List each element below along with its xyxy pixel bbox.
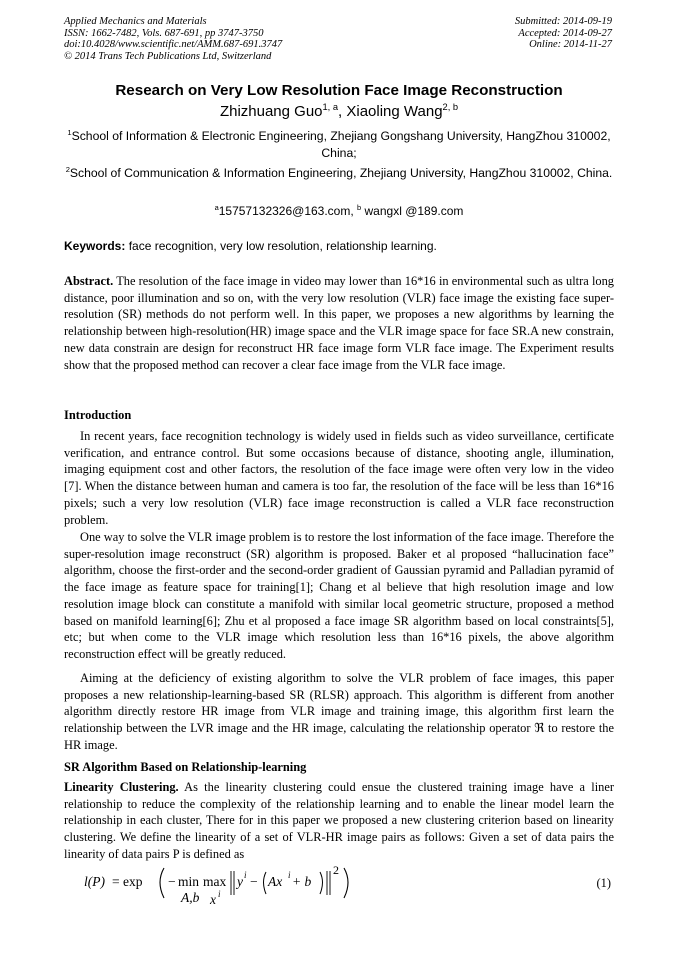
inner-left-paren (264, 872, 267, 894)
eq-min: min (178, 874, 200, 889)
intro-paragraph-3: Aiming at the deficiency of existing algorithm to solve the VLR problem of face images, this paper proposes a new relationship-learning-based SR (RLSR) approach. This algorithm is different from another algorithm directly restore HR image from VLR image and training image, this algorithm first learn the relationship between the LVR image and the HR image, calculating the relationship operator ℜ to restore the HR image. (64, 671, 614, 752)
author-emails (64, 204, 614, 218)
author-name: Xiaoling Wang (346, 103, 443, 120)
eq-minus2: − (250, 874, 258, 889)
paper-title: Research on Very Low Resolution Face Image Reconstruction (115, 82, 563, 99)
section-heading-sr-algorithm: SR Algorithm Based on Relationship-learning (64, 760, 307, 774)
submitted-date: Submitted: 2014-09-19 (514, 16, 612, 27)
affil-text: School of Information & Electronic Engineering, Zhejiang Gongshang University, HangZhou 310002, China; (71, 129, 611, 160)
inner-right-paren (320, 872, 323, 894)
eq-plus-b: + b (292, 874, 312, 889)
eq-y-sup: i (244, 870, 247, 880)
linearity-clustering-paragraph (64, 779, 614, 863)
eq-y: y (237, 874, 243, 889)
author-affil-marker: 2, b (442, 102, 459, 112)
equation-number: (1) (596, 876, 611, 890)
eq-max-sub-sup: i (218, 889, 221, 899)
journal-info (64, 16, 282, 62)
eq-min-sub: A,b (181, 890, 200, 905)
journal-doi: doi:10.4028/www.scientific.net/AMM.687-691.3747 (64, 39, 283, 51)
abstract-label: Abstract. (64, 274, 114, 288)
affiliation-1 (64, 128, 614, 161)
email-marker: b (357, 203, 362, 212)
online-date: Online: 2014-11-27 (529, 39, 612, 51)
equation-1 (64, 860, 614, 916)
section-heading-introduction: Introduction (64, 408, 132, 422)
intro-paragraph-1: In recent years, face recognition technology is widely used in fields such as video surveillance, certificate verification, and entrance control. But some occasions because of distance, shooting angle, illumination, imaging equipment cost and other factors, the resolution of the face image were often very low in the video [7]. When the distance between human and camera is too far, the resolution of the face will be less than 16*16 pixels; such a very low resolution (VLR) face image reconstruction is called a VLR face reconstruction problem. (64, 429, 614, 527)
email-b: wangxl @189.com (361, 204, 464, 218)
affil-text: School of Communication & Information Engineering, Zhejiang University, HangZhou 310002, China. (69, 166, 613, 180)
eq-power: 2 (333, 863, 339, 877)
author-separator: , (338, 103, 347, 120)
eq-minus: − (168, 874, 176, 889)
subsection-text: As the linearity clustering could ensue the clustered training image have a liner relationship to reduce the complexity of the relationship learning and to enable the linear model learn the relationship in each cluster, There for in this paper we proposed a new clustering criterion based on linearity clustering. We define the linearity of a set of VLR-HR image pairs as follows: Given a set of data pairs the linearity of data pairs P is defined as (64, 780, 614, 861)
eq-max: max (203, 874, 227, 889)
email-a: 15757132326@163.com, (218, 204, 358, 218)
eq-lhs: l(P) (84, 874, 105, 889)
journal-copyright: © 2014 Trans Tech Publications Ltd, Switzerland (64, 50, 272, 62)
abstract (64, 273, 614, 373)
equation-formula (84, 860, 384, 916)
journal-name: Applied Mechanics and Materials (64, 16, 207, 27)
author-affil-marker: 1, a (322, 102, 339, 112)
email-marker: a (214, 203, 219, 212)
accepted-date: Accepted: 2014-09-27 (518, 27, 612, 39)
affil-marker: 1 (67, 127, 72, 137)
author-list (64, 103, 614, 120)
intro-paragraph-2: One way to solve the VLR image problem is to restore the lost information of the face image. Therefore the super-resolution image reconstruct (SR) algorithm is proposed. Baker et al proposed “hallucination face” algorithm, choose the first-order and the second-order gradient of Gaussian pyramid and Palladian pyramid of the face image as feature space for training[1]; Chang et al believe that high resolution image and low resolution image block can constitute a manifold with similar local geometric structure, proposed a method based on manifold learning[6]; Zhu et al proposed a face image SR algorithm based on local constraints[5], etc; but when come to the VLR image which resolution less than 16*16 pixels, the above algorithm reconstruction effect will be greatly reduced. (64, 530, 614, 661)
affil-marker: 2 (65, 164, 70, 174)
keywords (64, 239, 437, 253)
eq-ax-sup: i (288, 870, 291, 880)
right-paren (344, 868, 348, 898)
eq-ax: Ax (268, 874, 283, 889)
eq-max-sub: x (210, 892, 216, 907)
affiliation-2 (64, 165, 614, 182)
keywords-text: face recognition, very low resolution, relationship learning. (125, 239, 437, 253)
subsection-label: Linearity Clustering. (64, 780, 179, 794)
eq-exp: = exp (112, 874, 143, 889)
abstract-text: The resolution of the face image in video may lower than 16*16 in environmental such as ultra long distance, poor illumination and so on, with the very low resolution (VLR) face image the existing face super-resolution (SR) methods do not perform well. In this paper, we proposes a new algorithms by learning the relationship between high-resolution(HR) image space and the VLR image space for face SR.A new constrain, new data constrain are design for reconstruct HR face image form VLR face image. The Experiment results show that the proposed method can recover a clear face image from the VLR face image. (64, 274, 614, 372)
author-name: Zhizhuang Guo (219, 103, 323, 120)
journal-issn: ISSN: 1662-7482, Vols. 687-691, pp 3747-3750 (64, 27, 264, 39)
keywords-label: Keywords: (64, 239, 126, 253)
submission-dates (515, 16, 612, 51)
left-paren (160, 868, 164, 898)
